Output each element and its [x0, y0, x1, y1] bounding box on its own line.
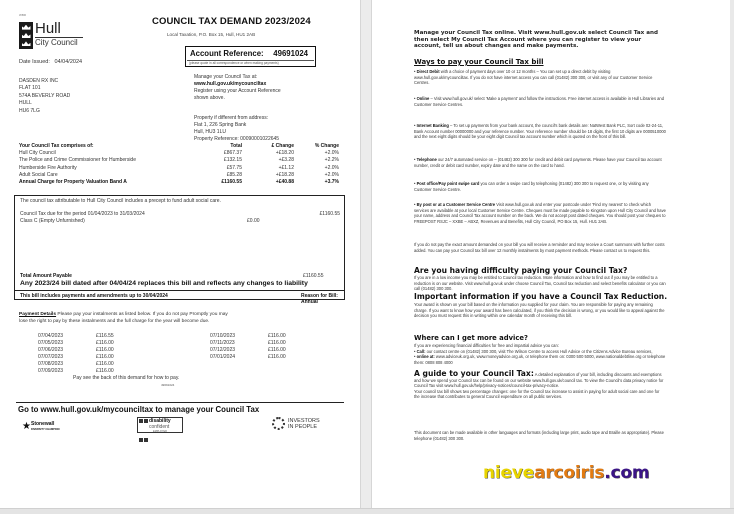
instalment-date: 07/08/2023: [38, 361, 64, 367]
advice-call-text: our contact centre on (01482) 300 300, visit The Wilson Centre to access Hull Advice or the Citizens Advice Bureau services,: [425, 348, 653, 354]
method-telephone: • Telephone our 24/7 automated service on – (01482) 300 300 for credit and debit card payments. Please have your Council tax account number, credit or debit card number, expiry date and the name on the card to hand.: [414, 157, 662, 168]
guide-heading: A guide to your Council Tax:: [414, 369, 534, 378]
instalment-amount: £116.00: [96, 368, 114, 374]
property-line: Property if different from address:: [194, 115, 269, 121]
bill-summary-box: [14, 195, 345, 305]
table-total-row: [19, 179, 339, 186]
divider: [16, 402, 344, 403]
class-amount: £0.00: [247, 218, 260, 224]
cell: Humberside Fire Authority: [19, 164, 77, 171]
instalment-date: 07/07/2023: [38, 354, 64, 360]
square-icon: [144, 419, 148, 423]
instalment-row: [210, 333, 286, 340]
payment-details: [19, 311, 234, 325]
account-reference-label: Account Reference:: [190, 49, 264, 58]
bill-reason: Reason for Bill: Annual: [301, 293, 338, 305]
manage-line: Register using your Account Reference: [194, 88, 281, 94]
cell: £132.15: [223, 157, 242, 164]
advice-call-label: Call:: [416, 348, 426, 354]
watermark-part: nieve: [483, 463, 535, 483]
method-internet-banking: • Internet Banking – To set up payments from your bank account, the council's bank details are: NatWest Bank PLC, Sort code 02-24-11, Bank Account number 00000000 and your reference number. Your reference number should be 18 digits, the first 10 digits are 0000510000 and the next eight digits should be your eight digit Council tax account number which is quoted on the front of this bill.: [414, 123, 666, 140]
cell: +2.0%: [324, 164, 339, 171]
method-text: – Visit www.hull.gov.uk/ select 'Make a payment' and follow the instructions. Free internet access is available in Hull Libraries and Customer Service Centres.: [414, 96, 664, 107]
alternative-formats-note: This document can be made available in other languages and formats (including large print, audio tape and Braille as appropriate). Please telephone (01482) 300 300.: [414, 430, 664, 441]
property-line: Hull, HU3 1LU: [194, 129, 226, 135]
cell: +£1.12: [278, 164, 294, 171]
advice-online-label: online at:: [416, 354, 435, 360]
logo-city-council: City Council: [35, 38, 78, 47]
watermark-logo: [483, 463, 649, 483]
cell: +£18.28: [275, 171, 294, 178]
property-reference: Property Reference: 00090001022645: [194, 136, 280, 142]
manage-online-intro: Manage your Council Tax online. Visit www.hull.gov.uk select Council Tax and then select My Council Tax Account where you can register to view your account, tell us about changes and make payments.: [414, 30, 658, 49]
instalment-amount: £116.55: [96, 333, 114, 339]
method-title: Telephone: [416, 157, 437, 162]
header-cell: £ Change: [271, 143, 294, 149]
header-cell: % Change: [314, 143, 339, 149]
instalment-amount: £116.00: [96, 354, 114, 360]
instalment-row: [38, 340, 114, 347]
table-header: [19, 143, 339, 150]
ways-to-pay-heading: Ways to pay your Council Tax bill: [414, 58, 544, 66]
cell: The Police and Crime Commissioner for Humberside: [19, 157, 136, 164]
instalment-row: [38, 347, 114, 354]
instalment-date: 07/12/2023: [210, 347, 236, 353]
iip-line1: INVESTORS: [288, 417, 320, 424]
table-row: [19, 172, 339, 179]
method-online: • Online – Visit www.hull.gov.uk/ select 'Make a payment' and follow the instructions. Free internet access is available in Hull Libraries and Customer Service Centres.: [414, 96, 664, 107]
method-swipe-card: • Post office/Pay point swipe card you can order a swipe card by telephoning (01482) 300 300 to request one, or by visiting any Customer Service Centre.: [414, 181, 649, 192]
document-title: COUNCIL TAX DEMAND 2023/2024: [152, 16, 311, 27]
instalment-row: [38, 354, 114, 361]
demand-page-back: [372, 0, 730, 508]
cell: £85.28: [226, 171, 242, 178]
property-line: Flat 1, 226 Spring Bank: [194, 122, 247, 128]
date-issued-value: 04/04/2024: [54, 59, 83, 65]
disability-confident-badge: [137, 417, 183, 433]
guide-text: A detailed explanation of your bill, including discounts and exemptions and how we spend your Council tax can be found on our website www.hull.gov.uk/council tax. To view the Council's data privacy notice for Council Tax visit www.hull.gov.uk/help/privacy-notices/council-tax-privacy-notice.: [414, 372, 664, 389]
instalment-row: [210, 354, 286, 361]
instalment-date: 07/05/2023: [38, 340, 64, 346]
logo-hull: Hull: [35, 22, 83, 38]
investors-in-people-badge: [272, 417, 320, 430]
class-label: Class C (Empty Unfurnished): [20, 218, 85, 224]
instalment-amount: £116.00: [96, 347, 114, 353]
period-amount: £1160.55: [319, 211, 340, 217]
cell: Hull City Council: [19, 150, 56, 157]
payment-details-heading: Payment Details: [19, 312, 57, 317]
cell: £57.75: [226, 164, 242, 171]
manage-online-banner: Go to www.hull.gov.uk/mycounciltax to manage your Council Tax: [18, 405, 260, 414]
manage-line: shown above.: [194, 95, 225, 101]
guide-text2: Your council tax bill shows two percentage changes: one for the Council tax increase to assist in paying for adult social care and one for the increase that contributes to general Council expenditure on all public services.: [414, 388, 660, 400]
method-text: – To set up payments from your bank account, the council's bank details are: NatWest Bank PLC, Sort code 02-24-11, Bank Account number 00000000 and your reference number. Your reference number should be 18 digits, the first 10 digits are 0000510000 and the next eight digits should be your eight digit Council tax account number which is quoted on the front of this bill.: [414, 123, 666, 140]
square-icon: [144, 438, 148, 442]
method-title: Post office/Pay point swipe card: [416, 181, 480, 186]
star-icon: ★: [22, 421, 31, 432]
address-line: HULL: [19, 100, 32, 107]
cell: £867.37: [223, 150, 242, 157]
instalment-date: 07/04/2023: [38, 333, 64, 339]
reduction-heading: Important information if you have a Council Tax Reduction.: [414, 292, 668, 301]
property-block: [194, 115, 279, 143]
instalment-amount: £116.00: [96, 361, 114, 367]
instalment-row: [38, 361, 114, 368]
header-cell: Total: [230, 143, 242, 149]
instalment-list-left: [38, 333, 114, 375]
payment-ref: 49691024: [161, 383, 175, 387]
cell: Annual Charge for Property Valuation Band A: [19, 178, 127, 185]
method-title: Online: [416, 96, 430, 101]
document-subtitle: Local Taxation, P.O. Box 15, Hull, HU1 2AB: [167, 32, 256, 37]
manage-line: Manage your Council Tax at:: [194, 74, 258, 80]
cell: +£3.28: [278, 157, 294, 164]
cell: +2.0%: [324, 150, 339, 157]
disability-line1: disability: [149, 418, 171, 424]
method-post-csc: • By post or at a Customer Service Centre Visit www.hull.gov.uk and enter your postcode under 'Find my nearest' to check which services are available at your local Customer Service Centre. Cheques must be made payable to Kingston upon Hull City Council and have your name, address and Council Tax account number on the back. We do not accept post dated cheques. You should post your cheques to FREEPOST RSJC – XXBE – ABXZ, Revenues and Benefits, Hull City Council, PO Box 15, Hull. HU1 2AB.: [414, 202, 666, 224]
instalment-date: 07/11/2023: [210, 340, 235, 346]
bill-includes-note: This bill includes payments and amendments up to 30/04/2024: [20, 293, 168, 299]
hull-city-council-logo: [19, 22, 83, 49]
method-text: our 24/7 automated service on – (01482) 300 300 for credit and debit card payments. Please have your Council tax account number, credit or debit card number, expiry date and the name on the card to hand.: [414, 157, 662, 168]
precept-note: The council tax attributable to Hull City Council includes a precept to fund adult social care.: [20, 198, 221, 204]
date-issued: [19, 59, 82, 65]
table-row: [19, 157, 339, 164]
reduction-text: Your award is shown on your bill based on the information you supplied for your claim. You are responsible for paying any remaining charge. If you want to know how your award has been calculated, if you think the decision is wrong, or you would like to appeal against the decision you must request this in writing within one calendar month of receiving this bill.: [414, 302, 665, 319]
method-direct-debit: • Direct Debit with a choice of payment days over 10 or 12 months – You can set up a direct debit by visiting www.hull.gov.uk/mycounciltax. If you do not have internet access you can call (01482) 300 300, or visit any of our Customer Service Centres.: [414, 69, 653, 86]
header-cell: Your Council Tax comprises of:: [19, 143, 94, 149]
cell: +£18.20: [275, 150, 294, 157]
instalment-row: [210, 340, 286, 347]
divider: [15, 290, 344, 291]
date-issued-label: Date Issued:: [19, 59, 50, 65]
address-line: DASDEN RX INC: [19, 78, 59, 84]
page-gutter: [360, 0, 372, 514]
watermark-part: .com: [604, 463, 650, 483]
square-icon: [139, 419, 143, 423]
instalment-amount: £116.00: [268, 354, 286, 360]
watermark-part: arcoiris: [534, 463, 605, 483]
square-icon: [139, 438, 143, 442]
manage-url-link[interactable]: www.hull.gov.uk/mycounciltax: [194, 81, 267, 87]
advice-intro: If you are experiencing financial difficulties for free and impartial advice you can:: [414, 343, 559, 348]
table-row: [19, 165, 339, 172]
demand-page-front: [0, 0, 360, 508]
guide-block: [414, 371, 666, 400]
address-line: HU6 7LG: [19, 107, 40, 114]
account-reference-note: (please quote in all correspondence or when making payments): [187, 60, 314, 65]
disability-line2: confident: [149, 424, 170, 430]
instalment-amount: £116.00: [268, 340, 286, 346]
iip-line2: IN PEOPLE: [288, 423, 318, 430]
advice-online-text: www.adviceuk.org.uk, www.moneyadvice.org.uk, or telephone them on: 0300 500 5000, www.nationaldebtline.org or telephone them: 0808 808 4000: [414, 354, 666, 365]
stonewall-name: Stonewall: [31, 421, 55, 427]
cell: +3.7%: [324, 178, 339, 185]
manage-online-block: [194, 74, 281, 102]
instalment-amount: £116.00: [268, 347, 286, 353]
table-row: [19, 150, 339, 157]
cell: £1160.55: [221, 178, 242, 185]
instalment-row: [210, 347, 286, 354]
difficulty-text: If you are in a low income you may be entitled to Council tax reduction. More information and how to find out if you may be entitled to a reduction is on our website. Visit www.hull.gov.uk under choose Council Tax, Council tax reduction and select benefits calculator or you can call (01482) 300 300.: [414, 275, 666, 292]
instalment-row: [38, 368, 114, 375]
non-payment-notice: If you do not pay the exact amount demanded on your bill you will receive a reminder and may receive a Court summons with further costs added. You can pay your Council tax bill over 12 monthly instalments by most payment methods. Please contact us to request this.: [414, 242, 665, 253]
stonewall-badge: [22, 416, 60, 434]
difficulty-heading: Are you having difficulty paying your Council Tax?: [414, 266, 628, 275]
method-text: you can order a swipe card by telephoning (01482) 300 300 to request one, or by visiting any Customer Service Centre.: [414, 181, 649, 192]
recipient-address: [19, 78, 70, 115]
page-bottom-edge: [0, 508, 734, 514]
total-payable-amount: £1160.55: [303, 273, 324, 279]
total-payable-label: Total Amount Payable: [20, 273, 72, 279]
cell: +2.0%: [324, 171, 339, 178]
instalment-date: 07/09/2023: [38, 368, 64, 374]
instalment-date: 07/10/2023: [210, 333, 236, 339]
address-line: 574A BEVERLY ROAD: [19, 92, 71, 99]
council-tax-composition-table: [19, 143, 339, 186]
account-reference-box: [185, 46, 316, 67]
cell: +£40.88: [275, 178, 294, 185]
instalment-amount: £116.00: [268, 333, 286, 339]
address-line: FLAT 101: [19, 85, 41, 92]
advice-heading: Where can I get more advice?: [414, 334, 528, 342]
period-label: Council Tax due for the period 01/04/2023 to 31/03/2024: [20, 211, 145, 217]
cell: Adult Social Care: [19, 171, 58, 178]
method-title: By post or at a Customer Service Centre: [416, 202, 496, 207]
instalment-list-right: [210, 333, 286, 361]
how-to-pay-note: Pay see the back of this demand for how to pay.: [73, 375, 180, 381]
payment-details-text: Please pay your instalments as listed below. If you do not pay Promptly you may lose the right to pay by these instalments and the full charge for the year will become due.: [19, 312, 228, 324]
instalment-date: 07/01/2024: [210, 354, 236, 360]
hull-crest-icon: [19, 22, 33, 49]
disability-line3: EMPLOYER: [153, 430, 167, 433]
account-reference-number: 49691024: [273, 49, 308, 58]
method-text: with a choice of payment days over 10 or 12 months – You can set up a direct debit by visiting www.hull.gov.uk/mycounciltax. If you do not have internet access you can call (01482) 300 300, or visit any of our Customer Service Centres.: [414, 69, 653, 86]
replacement-notice: Any 2023/24 bill dated after 04/04/24 replaces this bill and reflects any changes to liability: [20, 280, 308, 287]
method-text: Visit www.hull.gov.uk and enter your postcode under 'Find my nearest' to check which services are available at your local Customer Service Centre. Cheques must be made payable to Kingston upon Hull City Council and have your name, address and Council Tax account number on the back. We do not accept post dated cheques. You should post your cheques to FREEPOST RSJC – XXBE – ABXZ, Revenues and Benefits, Hull City Council, PO Box 15, Hull. HU1 2AB.: [414, 202, 666, 224]
instalment-amount: £116.00: [96, 340, 114, 346]
cell: +2.2%: [324, 157, 339, 164]
method-title: Direct Debit: [416, 69, 440, 74]
instalment-date: 07/06/2023: [38, 347, 64, 353]
print-mark: WBR: [19, 13, 26, 17]
method-title: Internet Banking: [416, 123, 449, 128]
instalment-row: [38, 333, 114, 340]
stonewall-sub: DIVERSITY CHAMPION: [31, 428, 60, 431]
advice-text: If you are experiencing financial difficulties for free and impartial advice you can: • Call: our contact centre on (01482) 300 300, visit The Wilson Centre to access Hull Advice or the Citizens Advice Bureau services, • online at: www.adviceuk.org.uk, www.moneyadvice.org.uk, or telephone them on: 0300 500 5000, www.nationaldebtline.org or telephone them: 0808 808 4000: [414, 343, 666, 365]
iip-ring-icon: [272, 417, 285, 430]
